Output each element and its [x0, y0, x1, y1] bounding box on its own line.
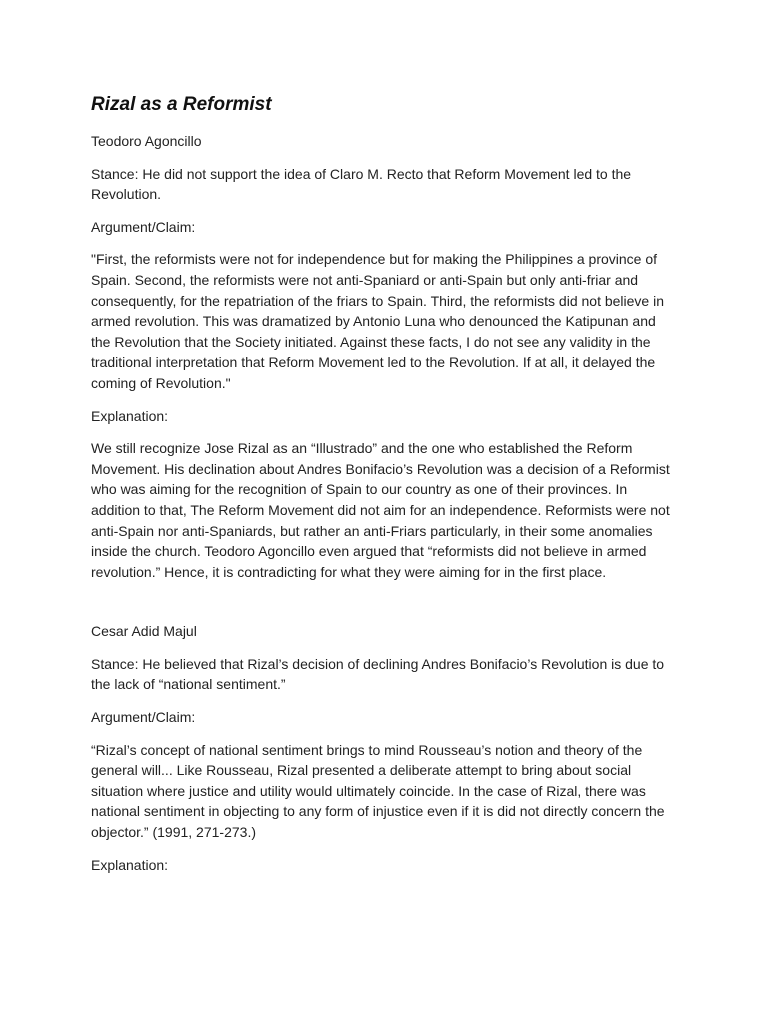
section-stance: Stance: He believed that Rizal’s decision of declining Andres Bonifacio’s Revolution is due to the lack of “national sentiment.”: [91, 655, 665, 693]
document-title: Rizal as a Reformist: [91, 94, 272, 115]
document-page: [91, 93, 676, 887]
section-agoncillo: [91, 131, 676, 582]
argument-label: Argument/Claim:: [91, 218, 196, 235]
explanation-text: We still recognize Jose Rizal as an “Illustrado” and the one who established the Reform Movement. His declination about Andres Bonifacio’s Revolution was a decision of a Reformist who was aiming for the recognition of Spain to our country as one of their provinces. In addition to that, The Reform Movement did not aim for an independence. Reformists were not anti-Spain nor anti-Spaniards, but rather an anti-Friars particularly, in their some anomalies inside the church. Teodoro Agoncillo even argued that “reformists did not believe in armed revolution.” Hence, it is contradicting for what they were aiming for in the first place.: [91, 440, 670, 580]
argument-quote: "First, the reformists were not for independence but for making the Philippines a province of Spain. Second, the reformists were not anti-Spaniard or anti-Spain but only anti-friar and consequently, for the repatriation of the friars to Spain. Third, the reformists did not believe in armed revolution. This was dramatized by Antonio Luna who denounced the Katipunan and the Revolution that the Society initiated. Against these facts, I do not see any validity in the traditional interpretation that Reform Movement led to the Revolution. If at all, it delayed the coming of Revolution.": [91, 251, 665, 391]
section-author: Cesar Adid Majul: [91, 623, 197, 640]
section-stance: Stance: He did not support the idea of Claro M. Recto that Reform Movement led to the Revolution.: [91, 165, 632, 203]
argument-label: Argument/Claim:: [91, 709, 196, 726]
explanation-label: Explanation:: [91, 856, 169, 873]
section-spacer: [91, 594, 676, 621]
explanation-label: Explanation:: [91, 407, 169, 424]
section-author: Teodoro Agoncillo: [91, 133, 202, 149]
argument-quote: “Rizal’s concept of national sentiment brings to mind Rousseau’s notion and theory of the general will... Like Rousseau, Rizal presented a deliberate attempt to bring about social situation where justice and utility would ultimately coincide. In the case of Rizal, there was national sentiment in objecting to any form of injustice even if it is did not directly concern the objector.” (1991, 271-273.): [91, 741, 665, 841]
section-majul: [91, 621, 676, 875]
